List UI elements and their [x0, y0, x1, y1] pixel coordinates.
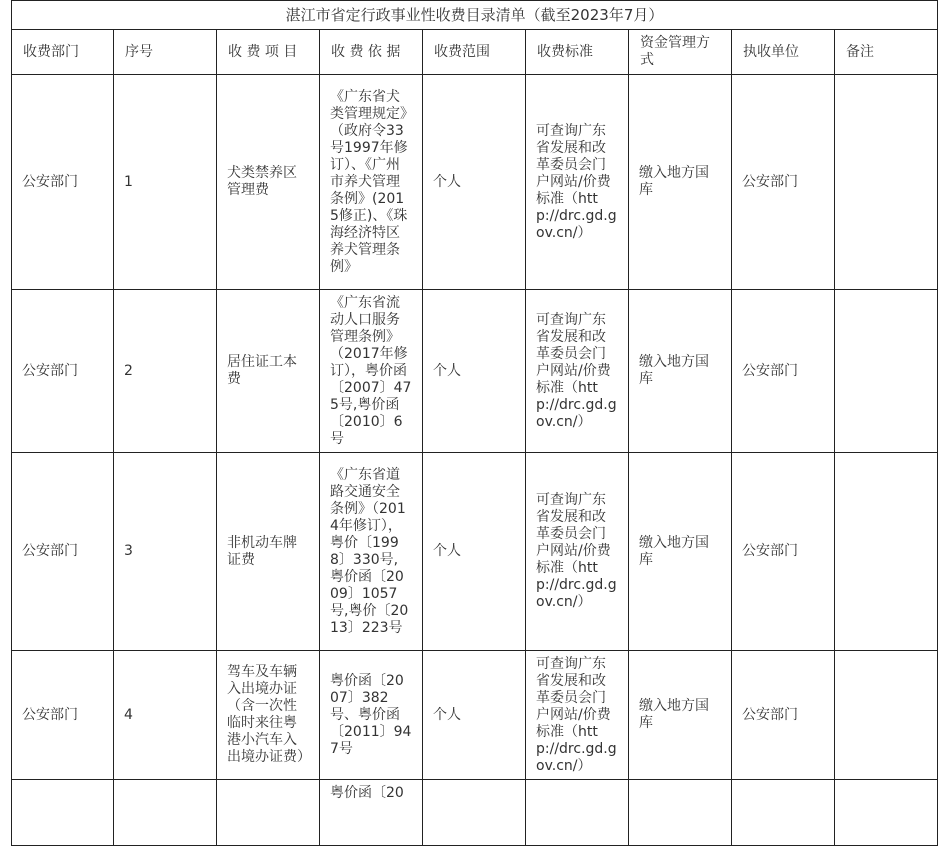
cell-scope [423, 780, 526, 846]
table-row [12, 780, 938, 846]
cell-scope: 个人 [423, 453, 526, 651]
table-row [12, 453, 938, 651]
cell-remark [835, 780, 938, 846]
cell-item: 居住证工本费 [217, 290, 320, 453]
cell-standard [526, 780, 629, 846]
cell-standard: 可查询广东省发展和改革委员会门户网站/价费标准（http://drc.gd.gov.cn/） [526, 651, 629, 780]
cell-basis: 粤价函〔2007〕382号、粤价函〔2011〕947号 [320, 651, 423, 780]
cell-item: 驾车及车辆入出境办证（含一次性临时来往粤港小汽车入出境办证费） [217, 651, 320, 780]
header-remark: 备注 [835, 30, 938, 75]
header-fund: 资金管理方式 [629, 30, 732, 75]
cell-standard: 可查询广东省发展和改革委员会门户网站/价费标准（http://drc.gd.gov.cn/） [526, 290, 629, 453]
cell-basis: 《广东省道路交通安全条例》（2014年修订），粤价〔1998〕330号,粤价函〔2009〕1057号,粤价〔2013〕223号 [320, 453, 423, 651]
cell-item [217, 780, 320, 846]
cell-fund: 缴入地方国库 [629, 651, 732, 780]
cell-remark [835, 651, 938, 780]
cell-basis: 《广东省流动人口服务管理条例》（2017年修订），粤价函〔2007〕475号,粤价函〔2010〕6号 [320, 290, 423, 453]
header-item: 收 费 项 目 [217, 30, 320, 75]
cell-dept: 公安部门 [12, 651, 114, 780]
cell-standard: 可查询广东省发展和改革委员会门户网站/价费标准（http://drc.gd.gov.cn/） [526, 75, 629, 290]
header-dept: 收费部门 [12, 30, 114, 75]
cell-item: 犬类禁养区管理费 [217, 75, 320, 290]
cell-no: 3 [114, 453, 217, 651]
cell-unit [732, 780, 835, 846]
cell-dept: 公安部门 [12, 75, 114, 290]
cell-fund: 缴入地方国库 [629, 290, 732, 453]
cell-unit: 公安部门 [732, 75, 835, 290]
cell-basis: 粤价函〔20 [320, 780, 423, 846]
header-scope: 收费范围 [423, 30, 526, 75]
cell-no: 2 [114, 290, 217, 453]
cell-no [114, 780, 217, 846]
cell-unit: 公安部门 [732, 651, 835, 780]
header-row [12, 30, 938, 75]
table-row [12, 75, 938, 290]
cell-no: 4 [114, 651, 217, 780]
cell-item: 非机动车牌证费 [217, 453, 320, 651]
cell-fund: 缴入地方国库 [629, 75, 732, 290]
cell-remark [835, 290, 938, 453]
header-basis: 收 费 依 据 [320, 30, 423, 75]
table-title: 湛江市省定行政事业性收费目录清单（截至2023年7月） [12, 1, 938, 30]
cell-standard: 可查询广东省发展和改革委员会门户网站/价费标准（http://drc.gd.gov.cn/） [526, 453, 629, 651]
fee-catalog-table [11, 0, 938, 846]
cell-scope: 个人 [423, 75, 526, 290]
cell-remark [835, 75, 938, 290]
cell-dept [12, 780, 114, 846]
cell-fund: 缴入地方国库 [629, 453, 732, 651]
cell-unit: 公安部门 [732, 290, 835, 453]
table-row [12, 651, 938, 780]
title-row [12, 1, 938, 30]
table-row [12, 290, 938, 453]
cell-remark [835, 453, 938, 651]
cell-dept: 公安部门 [12, 290, 114, 453]
cell-dept: 公安部门 [12, 453, 114, 651]
header-standard: 收费标准 [526, 30, 629, 75]
cell-fund [629, 780, 732, 846]
cell-scope: 个人 [423, 651, 526, 780]
header-unit: 执收单位 [732, 30, 835, 75]
cell-unit: 公安部门 [732, 453, 835, 651]
cell-no: 1 [114, 75, 217, 290]
cell-basis: 《广东省犬类管理规定》（政府令33号1997年修订）、《广州市养犬管理条例》(2015修正)、《珠海经济特区养犬管理条例》 [320, 75, 423, 290]
cell-scope: 个人 [423, 290, 526, 453]
header-no: 序号 [114, 30, 217, 75]
